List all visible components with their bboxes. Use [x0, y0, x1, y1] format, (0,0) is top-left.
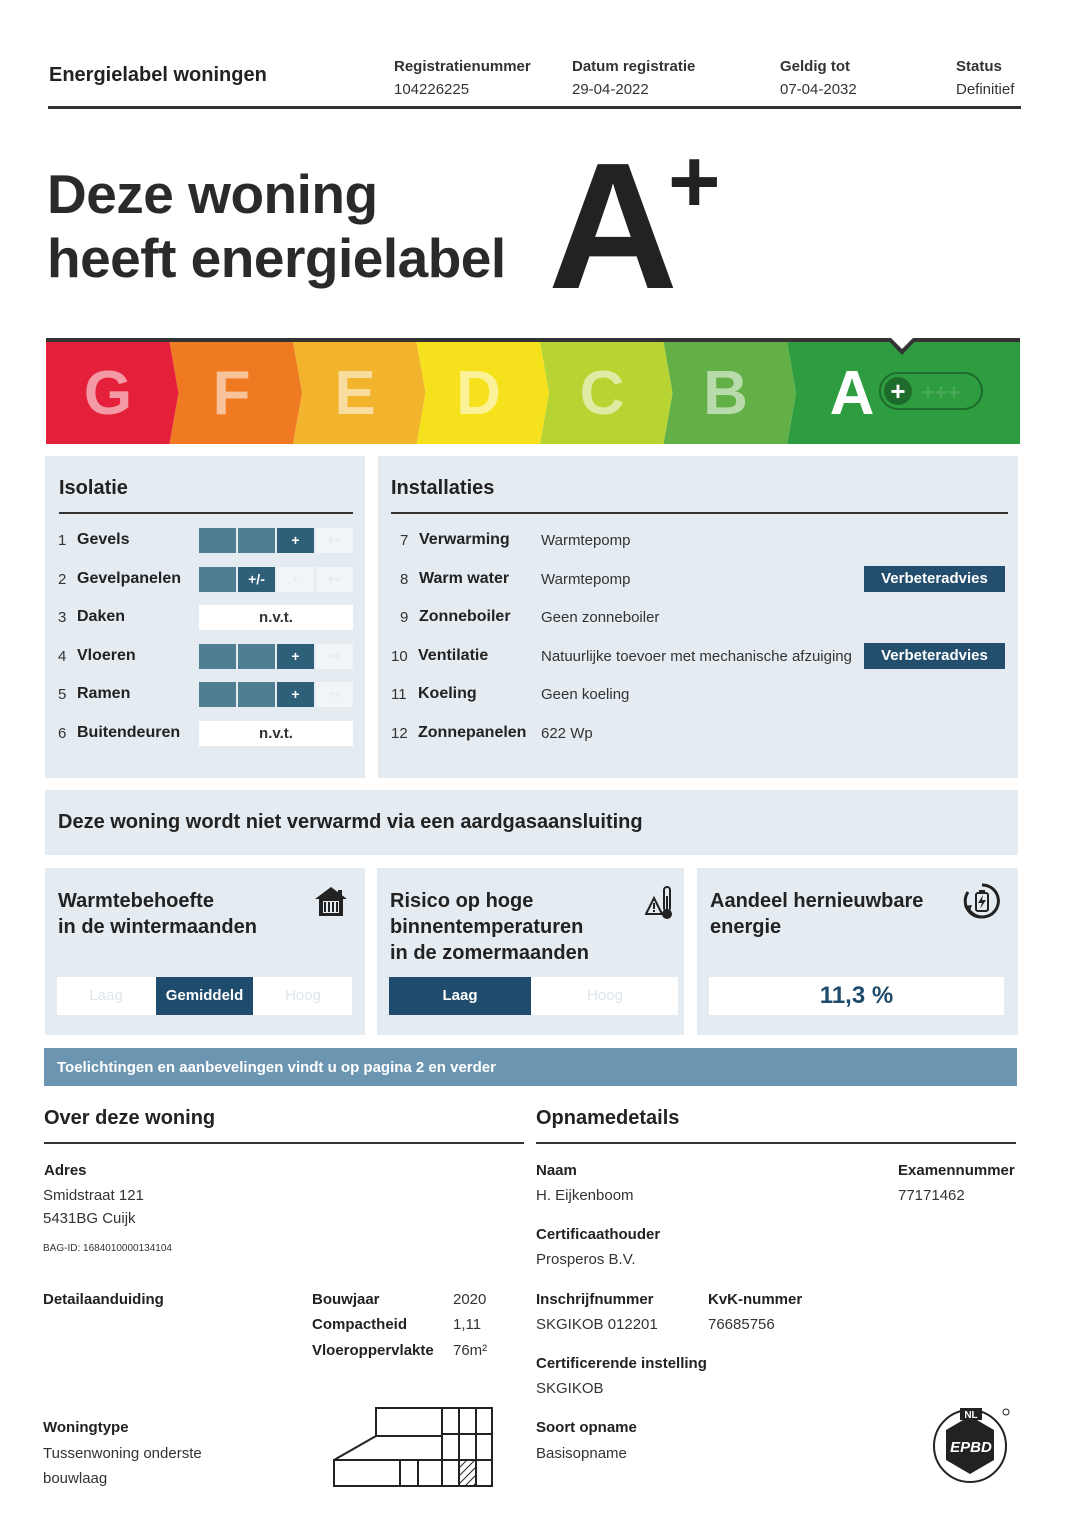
woningtype-label: Woningtype	[43, 1419, 129, 1436]
plus-scale-remaining: +++	[921, 380, 961, 405]
compactheid-label: Compactheid	[312, 1316, 408, 1333]
renewable-energy-icon	[961, 880, 1003, 922]
row-label: Gevels	[77, 531, 130, 548]
row-value: Geen zonneboiler	[541, 609, 660, 626]
bouwjaar-value: 2020	[453, 1291, 487, 1308]
scale-letter-b: B	[703, 359, 748, 428]
headline: Deze woning heeft energielabel	[47, 163, 506, 289]
label-letter: A	[548, 148, 678, 298]
inschrijfnummer-label: Inschrijfnummer	[536, 1291, 654, 1308]
vloeroppervlakte-label: Vloeroppervlakte	[312, 1342, 434, 1359]
isolatie-title: Isolatie	[59, 477, 128, 499]
row-number: 9	[400, 609, 409, 626]
toelichtingen-notice: Toelichtingen en aanbevelingen vindt u op pagina 2 en verder	[44, 1048, 1017, 1086]
rating-current: +	[277, 644, 314, 669]
scale-top-rule	[46, 338, 1020, 342]
rating-segment	[238, 682, 275, 707]
warmtebehoefte-title: Warmtebehoefte in de wintermaanden	[58, 890, 257, 938]
examennummer-label: Examennummer	[898, 1162, 1015, 1179]
certificaathouder-label: Certificaathouder	[536, 1226, 661, 1243]
row-number: 10	[391, 648, 408, 665]
adres-line2: 5431BG Cuijk	[43, 1210, 136, 1227]
adres-label: Adres	[44, 1162, 87, 1179]
row-number: 6	[58, 725, 67, 742]
label-plus: +	[668, 148, 721, 232]
datum-registratie-field: Datum registratie 29-04-2022	[572, 58, 696, 98]
bouwjaar-label: Bouwjaar	[312, 1291, 380, 1308]
row-number: 1	[58, 532, 67, 549]
warmtebehoefte-scale	[57, 977, 352, 1015]
row-value: Warmtepomp	[541, 571, 631, 588]
kvk-value: 76685756	[708, 1316, 775, 1333]
verbeteradvies-button[interactable]: Verbeteradvies	[864, 566, 1005, 592]
row-label: Vloeren	[77, 647, 136, 664]
epbd-logo	[928, 1404, 1014, 1486]
row-number: 11	[391, 686, 407, 703]
document-type: Energielabel woningen	[49, 64, 267, 86]
naam-label: Naam	[536, 1162, 577, 1179]
gas-notice: Deze woning wordt niet verwarmd via een aardgasaansluiting	[58, 811, 643, 833]
installaties-divider	[391, 512, 1008, 514]
opname-section-title: Opnamedetails	[536, 1107, 680, 1129]
rating-segment	[199, 682, 236, 707]
rating-not-applicable: n.v.t.	[199, 721, 353, 746]
row-number: 7	[400, 532, 409, 549]
row-label: Verwarming	[419, 531, 510, 548]
rating-current: +	[277, 682, 314, 707]
rating-current: +	[277, 528, 314, 553]
scale-letter-f: F	[212, 359, 251, 428]
warmtebehoefte-laag: Laag	[89, 987, 123, 1004]
row-number: 5	[58, 686, 67, 703]
certificerende-instelling-value: SKGIKOB	[536, 1380, 604, 1397]
isolatie-divider	[59, 512, 353, 514]
woningtype-line1: Tussenwoning onderste	[43, 1445, 202, 1462]
header-divider	[48, 106, 1021, 109]
row-label: Ramen	[77, 685, 131, 702]
rating-empty: ++	[316, 682, 353, 707]
plus-scale-active-label: +	[890, 376, 906, 406]
rating-segment	[199, 644, 236, 669]
rating-empty: ++	[316, 528, 353, 553]
row-label: Ventilatie	[418, 647, 489, 664]
status-field: Status Definitief	[956, 58, 1015, 98]
compactheid-value: 1,11	[453, 1316, 482, 1333]
rating-empty: +	[277, 567, 314, 592]
examennummer-value: 77171462	[898, 1187, 965, 1204]
soort-opname-label: Soort opname	[536, 1419, 637, 1436]
row-value: Geen koeling	[541, 686, 630, 703]
risico-hoog: Hoog	[587, 987, 623, 1004]
svg-text:EPBD: EPBD	[950, 1439, 992, 1456]
scale-letter-d: D	[456, 359, 501, 428]
rating-segment	[199, 528, 236, 553]
hernieuwbaar-title: Aandeel hernieuwbare energie	[710, 890, 924, 938]
scale-letter-c: C	[579, 359, 625, 428]
svg-text:NL: NL	[964, 1410, 978, 1421]
warmtebehoefte-hoog: Hoog	[285, 987, 321, 1004]
row-number: 2	[58, 571, 67, 588]
row-label: Warm water	[419, 570, 510, 587]
hernieuwbaar-value: 11,3 %	[709, 977, 1004, 1015]
row-label: Daken	[77, 608, 126, 625]
risico-laag: Laag	[389, 977, 531, 1015]
energy-class-scale	[46, 338, 1020, 444]
rating-not-applicable: n.v.t.	[199, 605, 353, 630]
row-label: Zonneboiler	[419, 608, 511, 625]
bag-id: BAG-ID: 1684010000134104	[43, 1243, 172, 1254]
kvk-label: KvK-nummer	[708, 1291, 803, 1308]
rating-current: +/-	[238, 567, 275, 592]
rating-empty: ++	[316, 644, 353, 669]
rating-segment	[238, 644, 275, 669]
risico-title: Risico op hoge binnentemperaturen in de zomermaanden	[390, 890, 589, 964]
scale-letter-e: E	[334, 359, 376, 428]
warmtebehoefte-gemiddeld: Gemiddeld	[156, 977, 253, 1015]
risico-scale	[389, 977, 678, 1015]
vloeroppervlakte-value: 76m²	[453, 1342, 488, 1359]
soort-opname-value: Basisopname	[536, 1445, 627, 1462]
energy-label-badge	[546, 148, 736, 298]
thermometer-warning-icon	[645, 884, 675, 922]
row-value: 622 Wp	[541, 725, 593, 742]
scale-letter-a: A	[829, 359, 875, 428]
woning-divider	[44, 1142, 524, 1144]
geldig-tot-field: Geldig tot 07-04-2032	[780, 58, 857, 98]
verbeteradvies-button[interactable]: Verbeteradvies	[864, 643, 1005, 669]
installaties-title: Installaties	[391, 477, 495, 499]
rating-segment	[238, 528, 275, 553]
woning-section-title: Over deze woning	[44, 1107, 216, 1129]
naam-value: H. Eijkenboom	[536, 1187, 634, 1204]
inschrijfnummer-value: SKGIKOB 012201	[536, 1316, 658, 1333]
row-label: Koeling	[418, 685, 477, 702]
house-radiator-icon	[314, 886, 348, 918]
row-number: 3	[58, 609, 67, 626]
row-number: 12	[391, 725, 408, 742]
row-number: 8	[400, 571, 409, 588]
row-value: Warmtepomp	[541, 532, 631, 549]
rating-empty: ++	[316, 567, 353, 592]
building-type-illustration	[330, 1406, 496, 1488]
woningtype-line2: bouwlaag	[43, 1470, 108, 1487]
certificerende-instelling-label: Certificerende instelling	[536, 1355, 707, 1372]
registratienummer-field: Registratienummer 104226225	[394, 58, 531, 98]
opname-divider	[536, 1142, 1016, 1144]
adres-line1: Smidstraat 121	[43, 1187, 144, 1204]
rating-segment	[199, 567, 236, 592]
row-label: Buitendeuren	[77, 724, 181, 741]
row-value: Natuurlijke toevoer met mechanische afzuiging	[541, 648, 852, 665]
row-number: 4	[58, 648, 67, 665]
detail-label: Detailaanduiding	[43, 1291, 164, 1308]
certificaathouder-value: Prosperos B.V.	[536, 1251, 636, 1268]
scale-letter-g: G	[83, 359, 133, 428]
row-label: Zonnepanelen	[418, 724, 527, 741]
row-label: Gevelpanelen	[77, 570, 182, 587]
